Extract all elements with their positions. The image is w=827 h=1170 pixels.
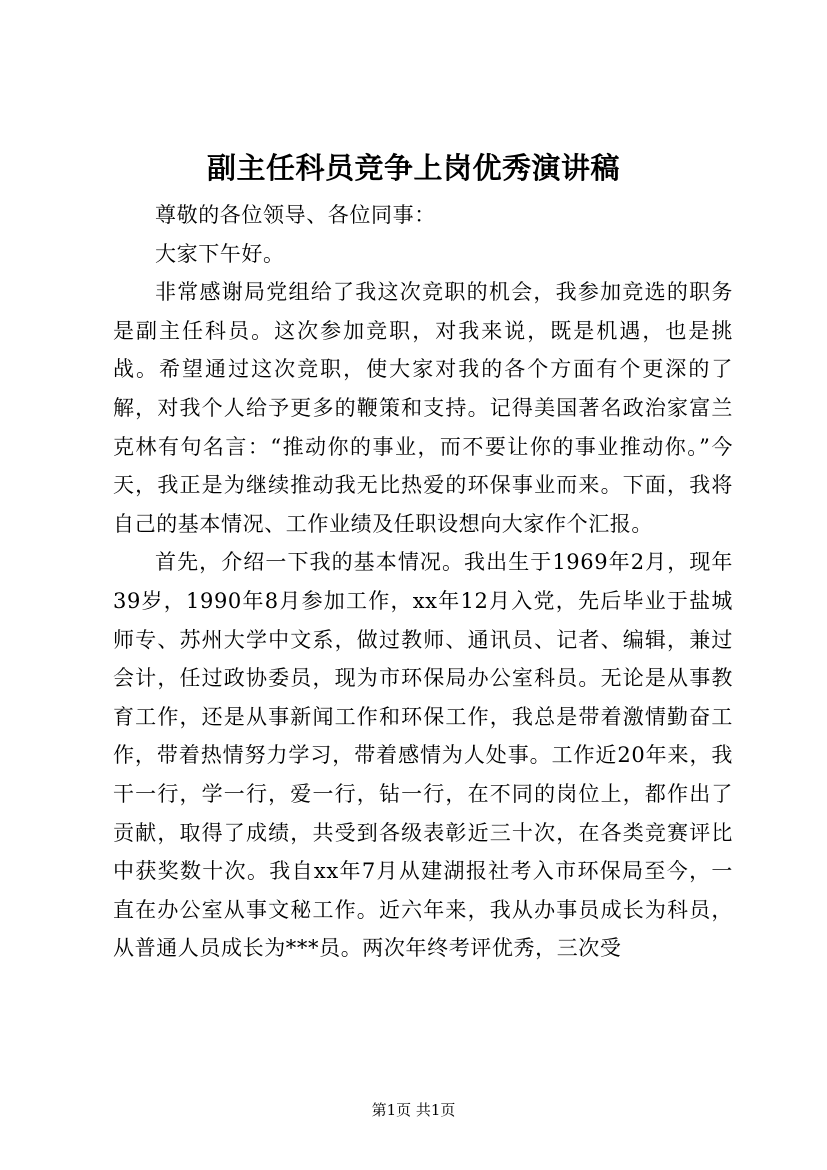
background-paragraph: 首先，介绍一下我的基本情况。我出生于1969年2月，现年39岁，1990年8月参加工作，xx年12月入党，先后毕业于盐城师专、苏州大学中文系，做过教师、通讯员、记者、编辑，兼过会计，任过政协委员，现为市环保局办公室科员。无论是从事教育工作，还是从事新闻工作和环保工作，我总是带着激情勤奋工作，带着热情努力学习，带着感情为人处事。工作近20年来，我干一行，学一行，爱一行，钻一行，在不同的岗位上，都作出了贡献，取得了成绩，共受到各级表彰近三十次，在各类竞赛评比中获奖数十次。我自xx年7月从建湖报社考入市环保局至今，一直在办公室从事文秘工作。近六年来，我从办事员成长为科员，从普通人员成长为***员。两次年终考评优秀，三次受 (113, 550, 733, 961)
intro-paragraph: 非常感谢局党组给了我这次竞职的机会，我参加竞选的职务是副主任科员。这次参加竞职，对我来说，既是机遇，也是挑战。希望通过这次竞职，使大家对我的各个方面有个更深的了解，对我个人给予更多的鞭策和支持。记得美国著名政治家富兰克林有句名言：“推动你的事业，而不要让你的事业推动你。”今天，我正是为继续推动我无比热爱的环保事业而来。下面，我将自己的基本情况、工作业绩及任职设想向大家作个汇报。 (113, 280, 733, 536)
document-body (113, 196, 733, 968)
page-footer: 第1页 共1页 (371, 1101, 456, 1119)
document-title: 副主任科员竞争上岗优秀演讲稿 (206, 151, 620, 185)
greeting-paragraph: 大家下午好。 (155, 241, 285, 266)
salutation-paragraph: 尊敬的各位领导、各位同事： (155, 203, 436, 227)
